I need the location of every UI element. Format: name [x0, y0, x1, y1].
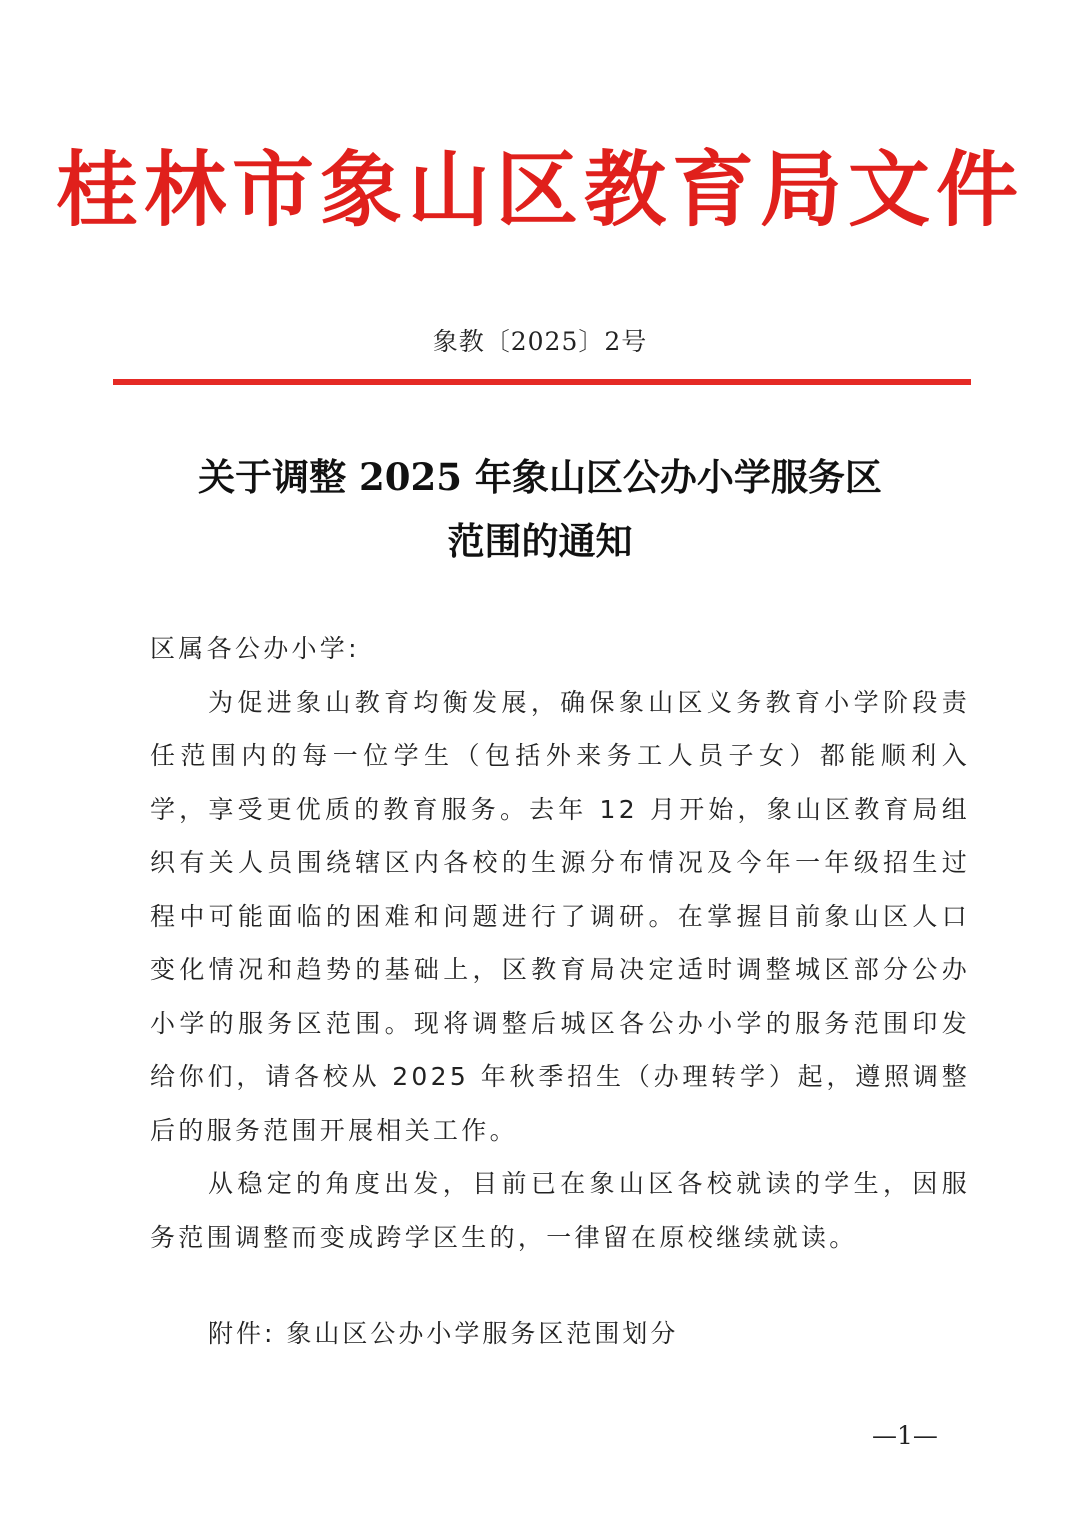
attachment-line: 附件: 象山区公办小学服务区范围划分	[208, 1319, 679, 1348]
issuer-header-title: 桂林市象山区教育局文件	[55, 142, 1024, 238]
salutation: 区属各公办小学:	[150, 634, 360, 663]
notice-title-line-1: 关于调整 2025 年象山区公办小学服务区	[198, 455, 882, 499]
page-number: —1—	[872, 1421, 938, 1450]
body-paragraph-2: 从稳定的角度出发，目前已在象山区各校就读的学生，因服务范围调整而变成跨学区生的，一律留在原校继续就读。	[150, 1169, 970, 1252]
red-divider-line	[113, 379, 971, 385]
notice-title-line-2: 范围的通知	[447, 519, 633, 563]
notice-body	[150, 622, 970, 1264]
body-paragraph-1: 为促进象山教育均衡发展，确保象山区义务教育小学阶段责任范围内的每一位学生（包括外来务工人员子女）都能顺利入学，享受更优质的教育服务。去年 12 月开始，象山区教育局组织有关人员围绕辖区内各校的生源分布情况及今年一年级招生过程中可能面临的困难和问题进行了调研。在掌握目前象山区人口变化情况和趋势的基础上，区教育局决定适时调整城区部分公办小学的服务区范围。现将调整后城区各公办小学的服务范围印发给你们，请各校从 2025 年秋季招生（办理转学）起，遵照调整后的服务范围开展相关工作。	[150, 687, 970, 1145]
document-number: 象教〔2025〕2号	[432, 327, 648, 356]
notice-title	[0, 445, 1080, 573]
